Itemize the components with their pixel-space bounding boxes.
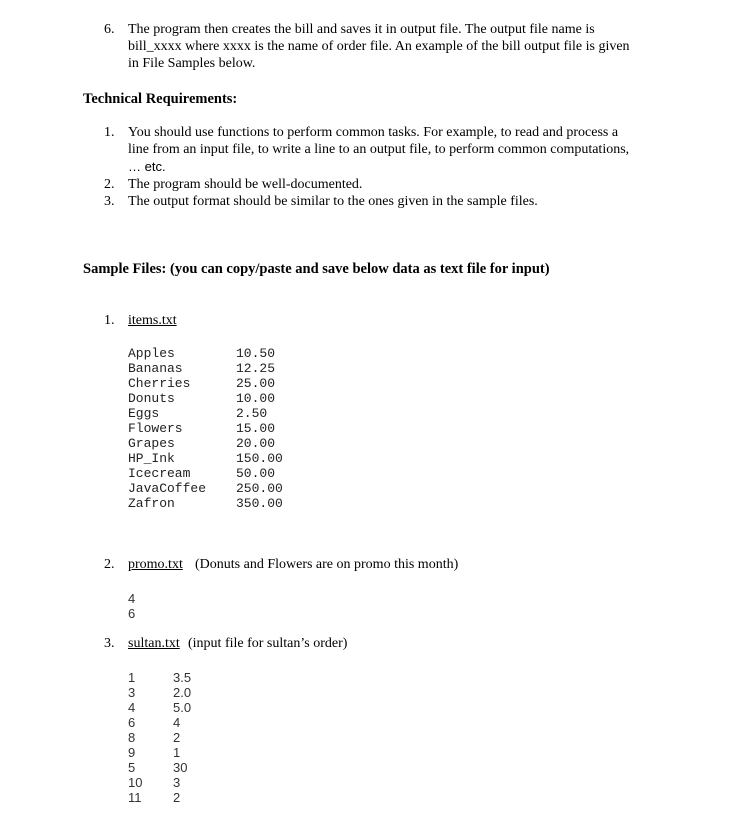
item-name: Flowers	[128, 421, 183, 436]
order-quantity: 3	[173, 775, 181, 790]
order-quantity: 4	[173, 715, 181, 730]
item-price: 2.50	[236, 406, 268, 421]
item-name: Bananas	[128, 361, 183, 376]
list-number: 3.	[104, 636, 115, 651]
order-item-number: 11	[128, 790, 142, 805]
paragraph-line: The output format should be similar to the ones given in the sample files.	[128, 194, 538, 209]
paragraph-line: line from an input file, to write a line to an output file, to perform common computations,	[128, 142, 630, 157]
item-price: 150.00	[236, 451, 283, 466]
file-note: (Donuts and Flowers are on promo this month)	[195, 557, 459, 572]
order-item-number: 4	[128, 700, 136, 715]
order-quantity: 5.0	[173, 700, 192, 715]
file-name-link[interactable]: sultan.txt	[128, 636, 180, 651]
order-item-column	[128, 670, 142, 805]
paragraph-line: The program should be well-documented.	[128, 177, 363, 192]
list-number: 6.	[104, 22, 115, 37]
item-name: HP_Ink	[128, 451, 175, 466]
order-item-number: 10	[128, 775, 143, 790]
paragraph-line: in File Samples below.	[128, 56, 256, 71]
list-number: 1.	[104, 313, 115, 328]
item-name: Zafron	[128, 496, 175, 511]
item-price: 10.00	[236, 391, 276, 406]
item-name: Icecream	[128, 466, 191, 481]
item-name: Grapes	[128, 436, 175, 451]
item-name: Eggs	[128, 406, 160, 421]
list-number: 2.	[104, 177, 115, 192]
item-price: 15.00	[236, 421, 276, 436]
item-price: 350.00	[236, 496, 283, 511]
item-name: Cherries	[128, 376, 191, 391]
item-price: 12.25	[236, 361, 276, 376]
items-price-column	[236, 346, 283, 511]
promo-column	[128, 591, 135, 621]
item-price: 50.00	[236, 466, 276, 481]
list-number: 1.	[104, 125, 115, 140]
order-quantity: 3.5	[173, 670, 192, 685]
order-quantity: 30	[173, 760, 188, 775]
item-price: 20.00	[236, 436, 276, 451]
order-item-number: 9	[128, 745, 136, 760]
paragraph-line: … etc.	[128, 159, 166, 174]
order-quantity-column	[173, 670, 191, 805]
item-name: Apples	[128, 346, 175, 361]
order-item-number: 3	[128, 685, 136, 700]
file-note: (input file for sultan’s order)	[188, 636, 348, 651]
order-item-number: 6	[128, 715, 136, 730]
list-number: 2.	[104, 557, 115, 572]
paragraph-line: bill_xxxx where xxxx is the name of order file. An example of the bill output file is given	[128, 39, 630, 54]
paragraph-line: You should use functions to perform common tasks. For example, to read and process a	[128, 125, 619, 140]
item-price: 25.00	[236, 376, 276, 391]
file-name-link[interactable]: promo.txt	[128, 557, 183, 572]
order-quantity: 2	[173, 730, 181, 745]
items-name-column	[128, 346, 206, 511]
order-item-number: 8	[128, 730, 136, 745]
promo-code: 6	[128, 606, 136, 621]
promo-code: 4	[128, 591, 136, 606]
item-name: JavaCoffee	[128, 481, 207, 496]
paragraph-line: The program then creates the bill and saves it in output file. The output file name is	[128, 22, 595, 37]
item-price: 10.50	[236, 346, 276, 361]
order-item-number: 5	[128, 760, 136, 775]
order-quantity: 1	[173, 745, 181, 760]
order-item-number: 1	[128, 670, 136, 685]
order-quantity: 2	[173, 790, 181, 805]
item-price: 250.00	[236, 481, 283, 496]
section-heading: Sample Files: (you can copy/paste and save below data as text file for input)	[83, 261, 550, 277]
item-name: Donuts	[128, 391, 175, 406]
section-heading: Technical Requirements:	[83, 91, 238, 107]
list-number: 3.	[104, 194, 115, 209]
order-quantity: 2.0	[173, 685, 192, 700]
file-name-link[interactable]: items.txt	[128, 313, 177, 328]
